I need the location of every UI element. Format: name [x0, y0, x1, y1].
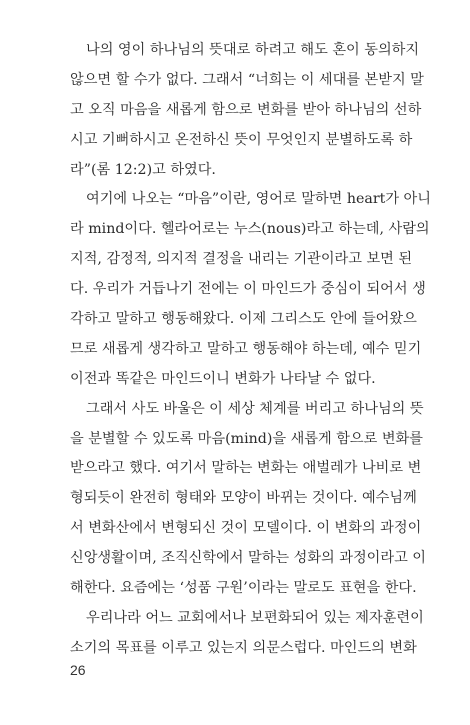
paragraph	[70, 395, 426, 604]
page-number: 26	[70, 662, 86, 678]
text-line: 므로 새롭게 생각하고 말하고 행동해야 하는데, 예수 믿기	[70, 340, 422, 357]
paragraph	[70, 185, 431, 394]
body-text	[70, 36, 431, 664]
paragraph	[70, 36, 424, 185]
paragraph	[70, 604, 424, 664]
text-line: 라”(롬 12:2)고 하였다.	[70, 161, 216, 178]
text-line: 각하고 말하고 행동해왔다. 이제 그리스도 안에 들어왔으	[70, 311, 417, 328]
text-line: 받으라고 했다. 여기서 말하는 변화는 애벌레가 나비로 변	[70, 460, 422, 477]
text-line: 그래서 사도 바울은 이 세상 체계를 버리고 하나님의 뜻	[86, 400, 424, 417]
text-line: 다. 우리가 거듭나기 전에는 이 마인드가 중심이 되어서 생	[70, 281, 426, 298]
text-line: 우리나라 어느 교회에서나 보편화되어 있는 제자훈련이	[86, 609, 424, 626]
text-line: 형되듯이 완전히 형태와 모양이 바뀌는 것이다. 예수님께	[70, 490, 417, 507]
text-line: 않으면 할 수가 없다. 그래서 “너희는 이 세대를 본받지 말	[70, 71, 424, 88]
text-line: 라 mind이다. 헬라어로는 누스(nous)라고 하는데, 사람의	[70, 221, 430, 238]
text-line: 고 오직 마음을 새롭게 함으로 변화를 받아 하나님의 선하	[70, 101, 422, 118]
text-line: 시고 기뻐하시고 온전하신 뜻이 무엇인지 분별하도록 하	[70, 131, 413, 148]
text-line: 을 분별할 수 있도록 마음(mind)을 새롭게 함으로 변화를	[70, 430, 423, 447]
text-line: 소기의 목표를 이루고 있는지 의문스럽다. 마인드의 변화	[70, 639, 417, 656]
text-line: 신앙생활이며, 조직신학에서 말하는 성화의 과정이라고 이	[70, 550, 426, 567]
text-line: 여기에 나오는 “마음”이란, 영어로 말하면 heart가 아니	[86, 191, 431, 208]
text-line: 해한다. 요즘에는 ‘성품 구원’이라는 말로도 표현을 한다.	[70, 580, 417, 597]
text-line: 지적, 감정적, 의지적 결정을 내리는 기관이라고 보면 된	[70, 251, 413, 268]
text-line: 서 변화산에서 변형되신 것이 모델이다. 이 변화의 과정이	[70, 520, 422, 537]
text-line: 나의 영이 하나님의 뜻대로 하려고 해도 혼이 동의하지	[86, 42, 420, 58]
text-line: 이전과 똑같은 마인드이니 변화가 나타날 수 없다.	[70, 370, 376, 387]
